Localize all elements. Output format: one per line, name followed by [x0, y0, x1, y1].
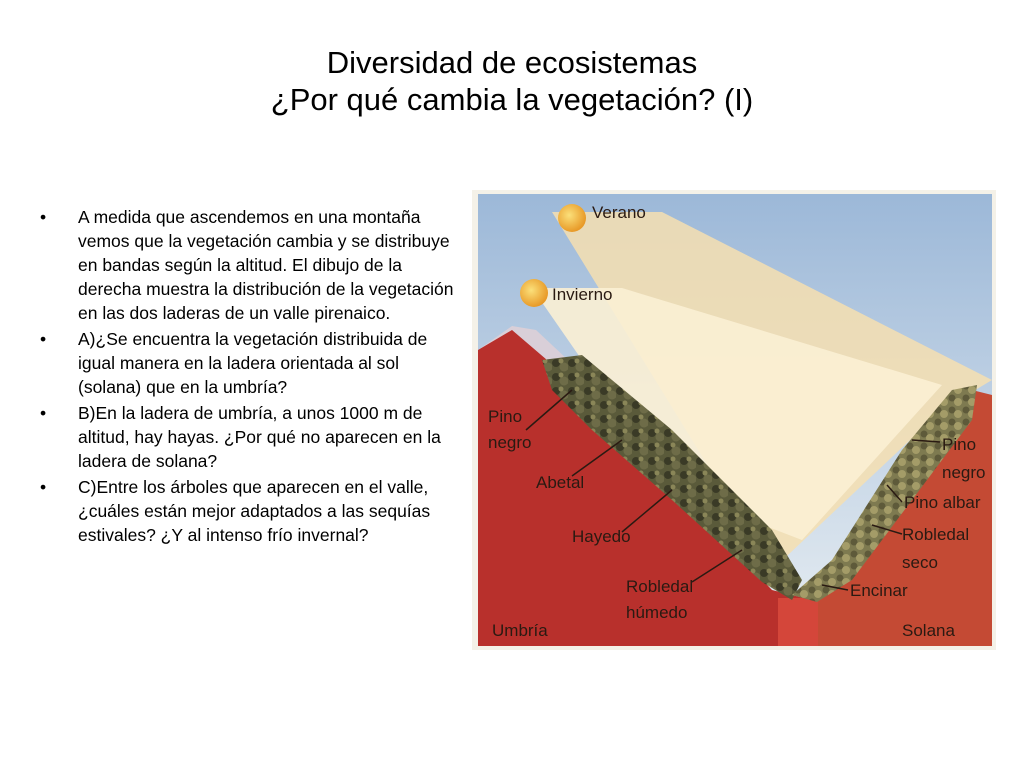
- winter-sun-icon: [520, 279, 548, 307]
- bullet-item: [38, 401, 458, 473]
- valley-svg: [472, 190, 996, 650]
- bullet-text: A)¿Se encuentra la vegetación distribuida de igual manera en la ladera orientada al sol (solana) que en la umbría?: [78, 329, 428, 397]
- label-hayedo: Hayedo: [572, 527, 631, 546]
- valley-vegetation-illustration: [472, 190, 996, 650]
- label-pino-negro-right-2: negro: [942, 463, 986, 482]
- bullet-text: A medida que ascendemos en una montaña vemos que la vegetación cambia y se distribuye en bandas según la altitud. El dibujo de la derecha muestra la distribución de la vegetación en las dos laderas de un valle pirenaico.: [78, 207, 454, 323]
- bullet-marker: •: [40, 329, 47, 349]
- label-robledal-seco-2: seco: [902, 553, 938, 572]
- bullet-marker: •: [40, 207, 47, 227]
- label-pino-negro-right-1: Pino: [942, 435, 977, 454]
- bullet-item: [38, 475, 458, 547]
- bullet-marker: •: [40, 403, 47, 423]
- label-invierno: Invierno: [552, 285, 613, 304]
- label-abetal: Abetal: [536, 473, 585, 492]
- label-pino-negro-left-1: Pino: [488, 407, 523, 426]
- bullet-item: [38, 205, 458, 325]
- label-robledal-seco-1: Robledal: [902, 525, 970, 544]
- label-robledal-humedo-2: húmedo: [626, 603, 688, 622]
- title-line-1: Diversidad de ecosistemas: [326, 45, 698, 80]
- valley-floor: [778, 598, 818, 646]
- label-pino-negro-left-2: negro: [488, 433, 532, 452]
- label-encinar: Encinar: [850, 581, 908, 600]
- label-pino-albar: Pino albar: [904, 493, 981, 512]
- label-umbria: Umbría: [492, 621, 548, 640]
- label-robledal-humedo-1: Robledal: [626, 577, 694, 596]
- bullet-text: C)Entre los árboles que aparecen en el valle, ¿cuáles están mejor adaptados a las sequías estivales? ¿Y al intenso frío invernal?: [78, 477, 431, 545]
- slide-title: [0, 44, 1024, 118]
- bullet-list: [38, 205, 458, 549]
- bullet-marker: •: [40, 477, 47, 497]
- label-verano: Verano: [592, 203, 646, 222]
- bullet-item: [38, 327, 458, 399]
- bullet-text: B)En la ladera de umbría, a unos 1000 m de altitud, hay hayas. ¿Por qué no aparecen en la ladera de solana?: [78, 403, 441, 471]
- label-solana: Solana: [902, 621, 955, 640]
- title-line-2: ¿Por qué cambia la vegetación? (I): [270, 82, 754, 117]
- summer-sun-icon: [558, 204, 586, 232]
